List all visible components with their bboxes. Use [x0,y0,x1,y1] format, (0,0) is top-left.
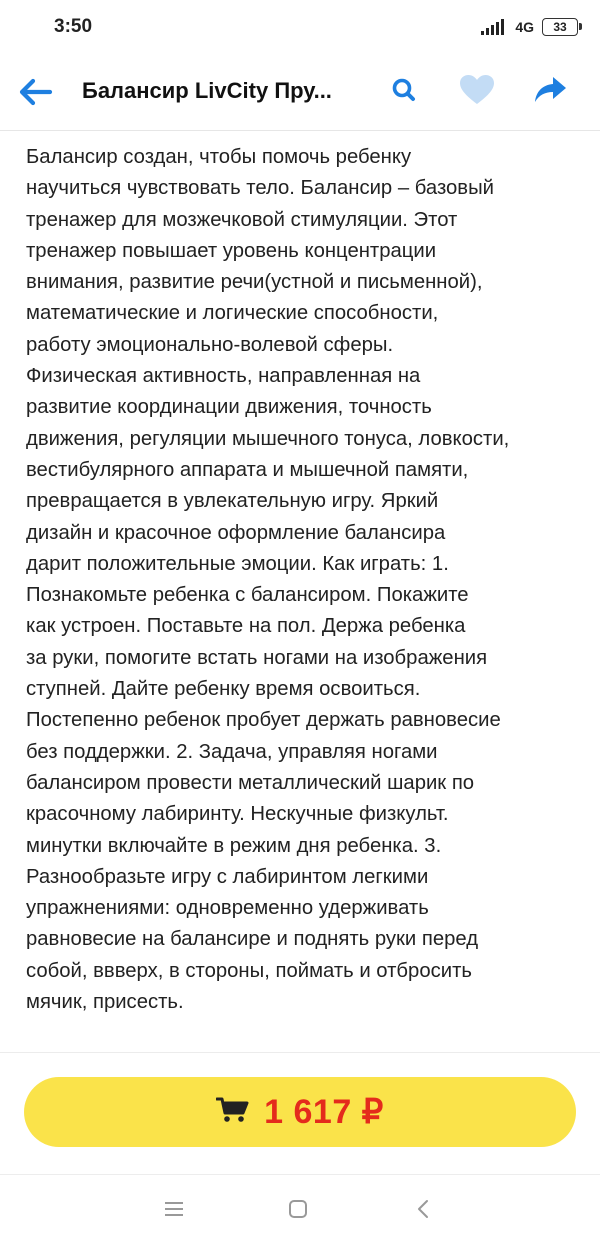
recent-apps-button[interactable] [154,1191,194,1231]
content-divider [0,1052,600,1053]
signal-icon [481,18,507,36]
back-button[interactable] [14,72,58,116]
battery-icon [542,18,578,36]
favorite-button[interactable] [455,70,499,114]
heart-icon [459,74,495,111]
search-button[interactable] [382,70,426,114]
back-arrow-icon [19,78,53,111]
system-back-button[interactable] [404,1191,444,1231]
app-header [0,56,600,130]
menu-icon [163,1200,185,1223]
cart-icon [216,1096,250,1129]
home-square-icon [287,1198,309,1225]
buy-button[interactable] [24,1077,576,1147]
header-divider [0,130,600,131]
status-time: 3:50 [54,16,93,37]
status-bar [0,0,600,56]
network-type: 4G [515,19,534,35]
battery-level: 33 [553,20,567,34]
back-chevron-icon [414,1198,434,1225]
price-label: 1 617 ₽ [264,1093,384,1131]
share-icon [533,75,567,110]
page-title: Балансир LivCity Пру... [82,78,332,103]
share-button[interactable] [528,70,572,114]
home-button[interactable] [278,1191,318,1231]
search-icon [391,77,417,108]
status-indicators [481,16,578,38]
product-description: Балансир создан, чтобы помочь ребенку научиться чувствовать тело. Балансир – базовый тренажер для мозжечковой стимуляции. Этот тренажер повышает уровень концентрации внимания, развитие речи(устной и письменной), математические и логические способности, работу эмоционально-волевой сферы. Физическая активность, направленная на развитие координации движения, точность движения, регуляции мышечного тонуса, ловкости, вестибулярного аппарата и мышечной памяти, превращается в увлекательную игру. Яркий дизайн и красочное оформление балансира дарит положительные эмоции. Как играть: 1. Познакомьте ребенка с балансиром. Покажите как устроен. Поставьте на пол. Держа ребенка за руки, помогите встать ногами на изображения ступней. Дайте ребенку время освоиться. Постепенно ребенок пробует держать равновесие без поддержки. 2. Задача, управляя ногами балансиром провести металлический шарик по красочному лабиринту. Нескучные физкульт. минутки включайте в режим дня ребенка. 3. Разнообразьте игру с лабиринтом легкими упражнениями: одновременно удерживать равновесие на балансире и поднять руки перед собой, ввверх, в стороны, поймать и отбросить мячик, присесть. [26,146,510,1014]
system-navigation-bar [0,1175,600,1246]
